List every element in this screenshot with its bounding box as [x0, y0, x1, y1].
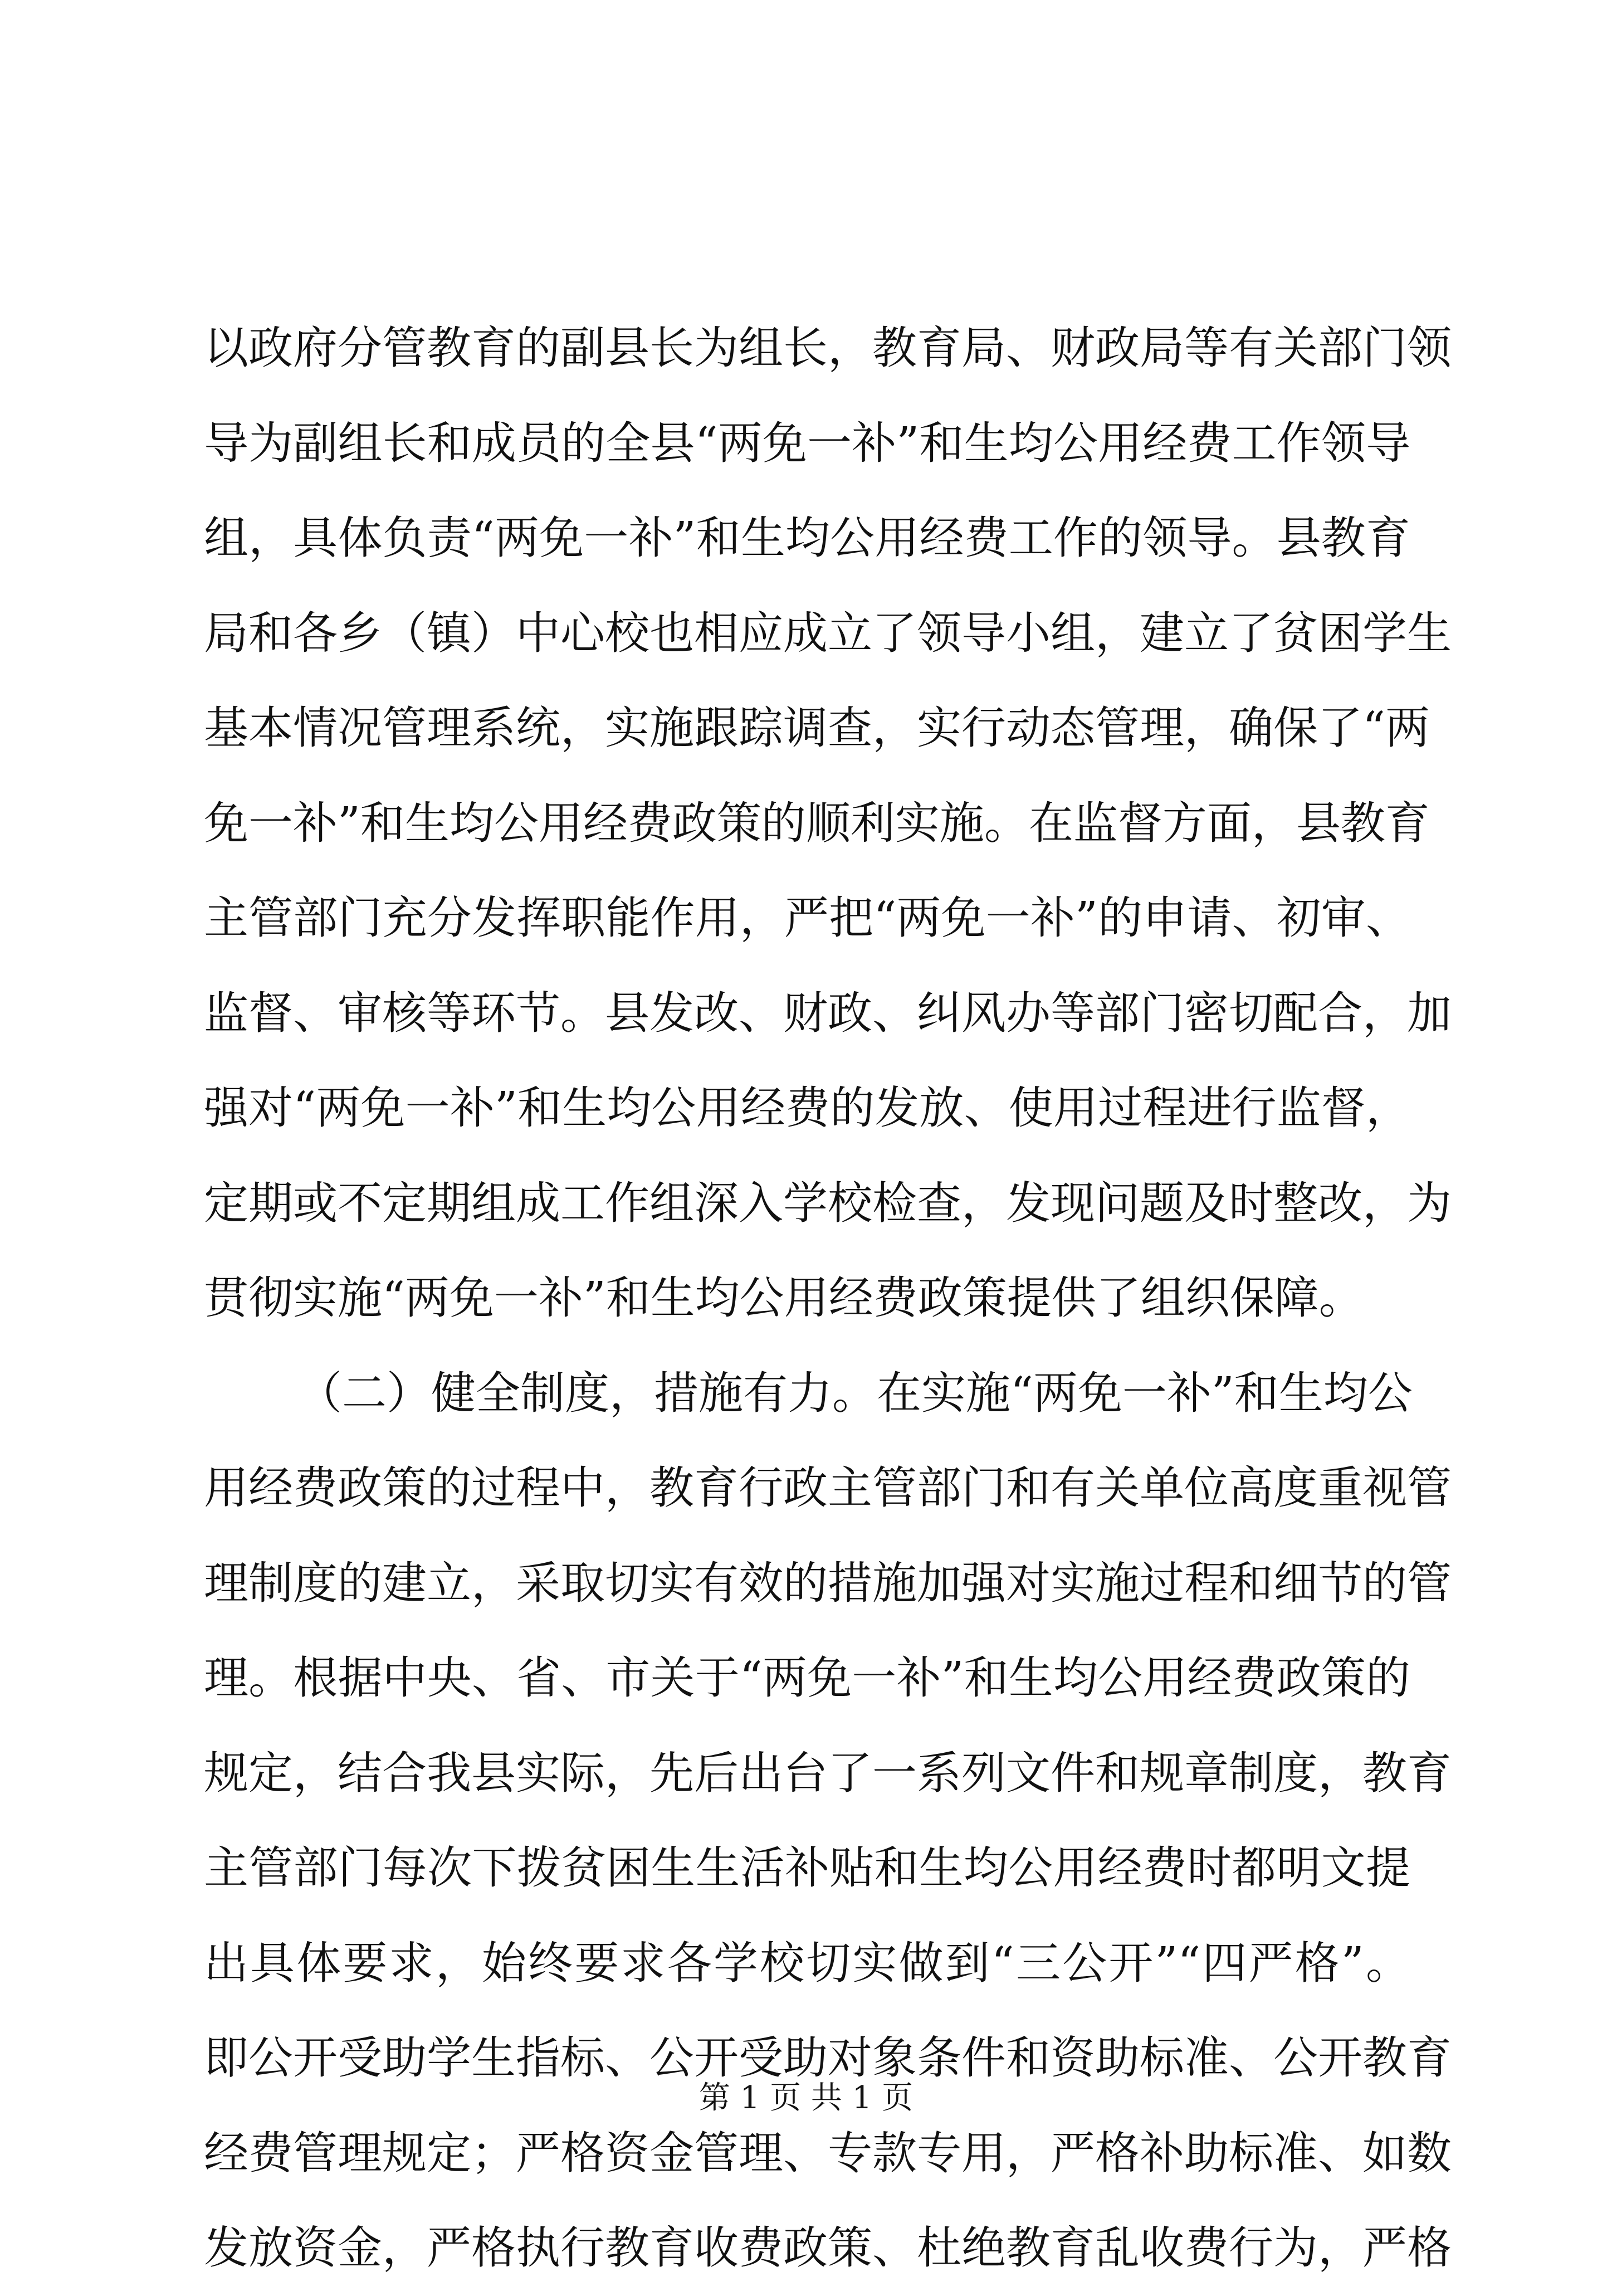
text-line: 免一补”和生均公用经费政策的顺利实施。在监督方面，县教育	[204, 797, 1430, 849]
text-line: 即公开受助学生指标、公开受助对象条件和资助标准、公开教育	[204, 2032, 1452, 2084]
page-number-footer: 第 1 页 共 1 页	[698, 2080, 914, 2116]
text-line: 理。根据中央、省、市关于“两免一补”和生均公用经费政策的	[204, 1652, 1410, 1704]
text-line-paragraph-start: （二）健全制度，措施有力。在实施“两免一补”和生均公	[297, 1367, 1413, 1419]
text-line: 主管部门充分发挥职能作用，严把“两免一补”的申请、初审、	[204, 892, 1410, 944]
text-line: 经费管理规定；严格资金管理、专款专用，严格补助标准、如数	[204, 2127, 1452, 2179]
text-line: 导为副组长和成员的全县“两免一补”和生均公用经费工作领导	[204, 417, 1410, 469]
text-line: 理制度的建立，采取切实有效的措施加强对实施过程和细节的管	[204, 1557, 1452, 1609]
text-line: 定期或不定期组成工作组深入学校检查，发现问题及时整改，为	[204, 1177, 1452, 1229]
text-line: 出具体要求，始终要求各学校切实做到“三公开”“四严格”。	[204, 1937, 1410, 1989]
text-line: 监督、审核等环节。县发改、财政、纠风办等部门密切配合，加	[204, 987, 1452, 1039]
text-line: 强对“两免一补”和生均公用经费的发放、使用过程进行监督，	[204, 1082, 1410, 1134]
text-line: 发放资金，严格执行教育收费政策、杜绝教育乱收费行为，严格	[204, 2222, 1452, 2274]
text-line: 局和各乡（镇）中心校也相应成立了领导小组，建立了贫困学生	[204, 607, 1452, 659]
text-line: 主管部门每次下拨贫困生生活补贴和生均公用经费时都明文提	[204, 1842, 1410, 1894]
text-line: 基本情况管理系统，实施跟踪调查，实行动态管理，确保了“两	[204, 702, 1430, 754]
text-line: 以政府分管教育的副县长为组长，教育局、财政局等有关部门领	[204, 322, 1452, 374]
text-line: 组，具体负责“两免一补”和生均公用经费工作的领导。县教育	[204, 512, 1410, 564]
text-line: 用经费政策的过程中，教育行政主管部门和有关单位高度重视管	[204, 1462, 1452, 1514]
document-body	[204, 301, 1452, 2296]
text-line-paragraph-end: 贯彻实施“两免一补”和生均公用经费政策提供了组织保障。	[204, 1272, 1364, 1324]
text-line: 规定，结合我县实际，先后出台了一系列文件和规章制度，教育	[204, 1747, 1452, 1799]
